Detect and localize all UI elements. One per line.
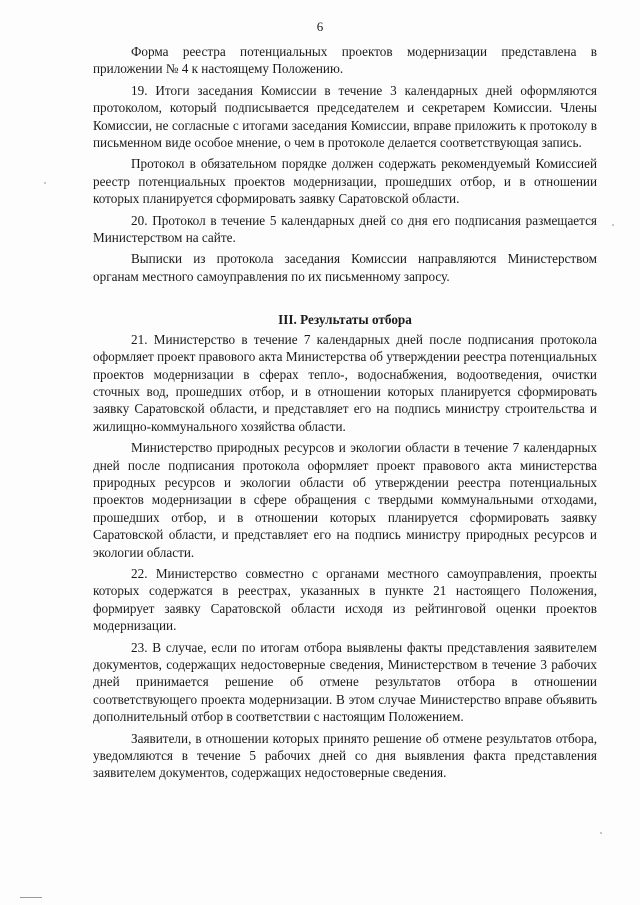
paragraph-protocol-extracts: Выписки из протокола заседания Комиссии направляются Министерством органам местного самоуправления по их письменному запросу. (93, 251, 597, 284)
document-body (93, 43, 597, 782)
scan-speck (44, 182, 46, 184)
paragraph-registry-form: Форма реестра потенциальных проектов модернизации представлена в приложении № 4 к настоящему Положению. (93, 44, 597, 77)
paragraph-19-meeting-results: 19. Итоги заседания Комиссии в течение 3 календарных дней оформляются протоколом, который подписывается председателем и секретарем Комиссии. Члены Комиссии, не согласные с итогами заседания Комиссии, вправе приложить к протоколу в письменном виде особое мнение, о чем в протоколе делается соответствующая запись. (93, 82, 597, 151)
scan-speck (612, 224, 614, 226)
paragraph-protocol-contents: Протокол в обязательном порядке должен содержать рекомендуемый Комиссией реестр потенциальных проектов модернизации, прошедших отбор, и в отношении которых планируется сформировать заявку Саратовской области. (93, 156, 597, 207)
section-title: III. Результаты отбора (278, 312, 412, 328)
paragraph-22-application: 22. Министерство совместно с органами местного самоуправления, проекты которых содержатся в реестрах, указанных в пункте 21 настоящего Положения, формирует заявку Саратовской области исходя из рейтинговой оценки проектов модернизации. (93, 565, 597, 634)
paragraph-21-ministry-act: 21. Министерство в течение 7 календарных дней после подписания протокола оформляет проект правового акта Министерства об утверждении реестра потенциальных проектов модернизации в сферах тепло-, водоснабжения, водоотведения, очистки сточных вод, прошедших отбор, и в отношении которых планируется сформировать заявку Саратовской области, и представляет его на подпись министру строительства и жилищно-коммунального хозяйства области. (93, 331, 597, 434)
scan-speck (600, 832, 602, 834)
paragraph-23-cancellation: 23. В случае, если по итогам отбора выявлены факты представления заявителем документов, содержащих недостоверные сведения, Министерством в течение 3 рабочих дней принимается решение об отмене результатов отбора в отношении соответствующего проекта модернизации. В этом случае Министерство вправе объявить дополнительный отбор в соответствии с настоящим Положением. (93, 639, 597, 725)
paragraph-applicant-notification: Заявители, в отношении которых принято решение об отмене результатов отбора, уведомляются в течение 5 рабочих дней со дня выявления факта представления заявителем документов, содержащих недостоверные сведения. (93, 730, 597, 781)
paragraph-20-protocol-publication: 20. Протокол в течение 5 календарных дней со дня его подписания размещается Министерством на сайте. (93, 212, 597, 246)
paragraph-ecology-ministry-act: Министерство природных ресурсов и экологии области в течение 7 календарных дней после подписания протокола оформляет проект правового акта министерства природных ресурсов и экологии области об утверждении реестра потенциальных проектов модернизации в сфере обращения с твердыми коммунальными отходами, прошедших отбор, и в отношении которых планируется сформировать заявку Саратовской области, и представляет его на подпись министру природных ресурсов и экологии области. (93, 440, 597, 560)
page-number: 6 (316, 19, 324, 34)
scan-edge-mark (20, 897, 42, 898)
